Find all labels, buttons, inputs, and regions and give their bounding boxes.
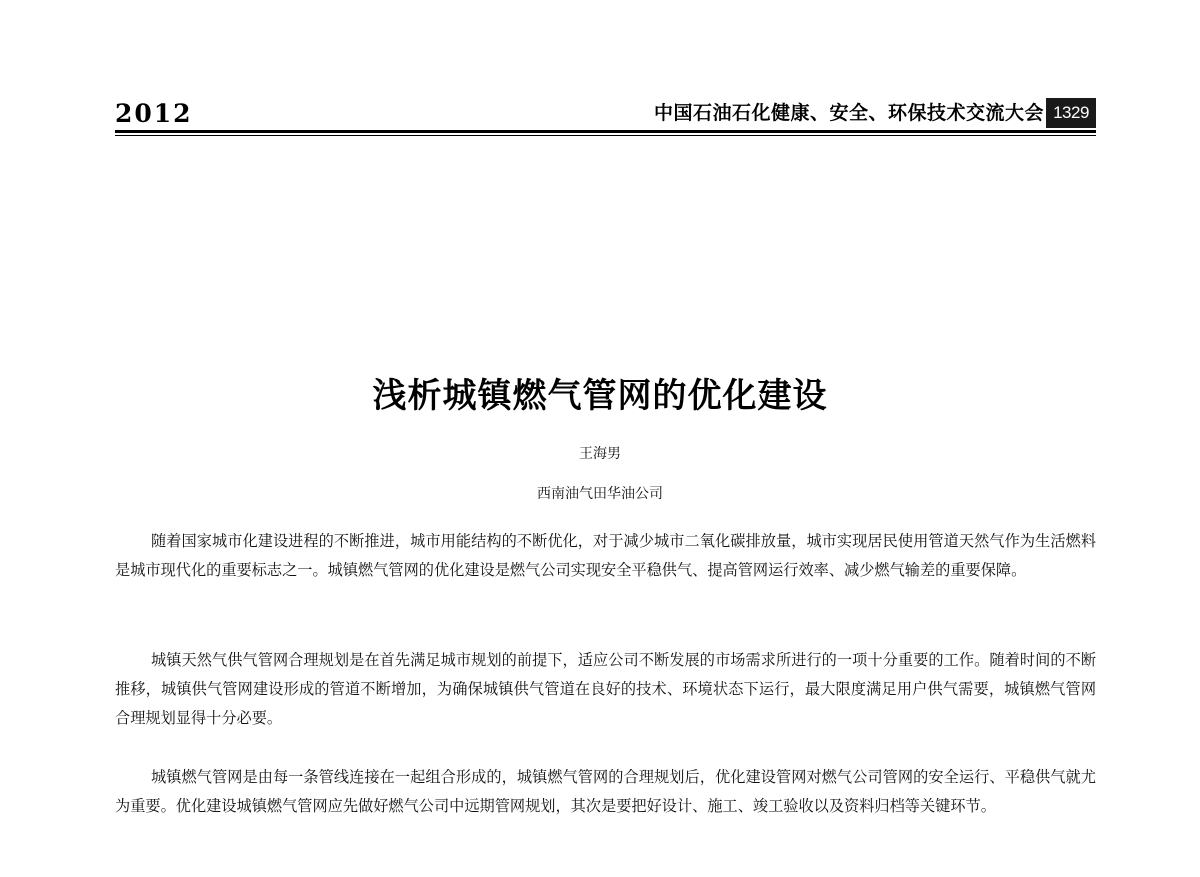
page-number: 1329 xyxy=(1046,98,1096,128)
conference-name: 中国石油石化健康、安全、环保技术交流大会 xyxy=(653,102,1044,124)
running-header xyxy=(115,96,1096,130)
author-affiliation: 西南油气田华油公司 xyxy=(537,486,663,502)
header-rule-thin xyxy=(115,135,1096,136)
author-name: 王海男 xyxy=(579,446,621,462)
article-title: 浅析城镇燃气管网的优化建设 xyxy=(372,376,828,416)
body-paragraph-3: 城镇燃气管网是由每一条管线连接在一起组合形成的，城镇燃气管网的合理规划后，优化建设管网对燃气公司管网的安全运行、平稳供气就尤为重要。优化建设城镇燃气管网应先做好燃气公司中远期管网规划，其次是要把好设计、施工、竣工验收以及资料归档等关键环节。 xyxy=(115,768,1096,815)
header-year: 2012 xyxy=(115,99,193,128)
body-paragraph-2: 城镇天然气供气管网合理规划是在首先满足城市规划的前提下，适应公司不断发展的市场需求所进行的一项十分重要的工作。随着时间的不断推移，城镇供气管网建设形成的管道不断增加，为确保城镇供气管道在良好的技术、环境状态下运行，最大限度满足用户供气需要，城镇燃气管网合理规划显得十分必要。 xyxy=(115,651,1096,727)
header-rule-thick xyxy=(115,130,1096,133)
body-paragraph-1: 随着国家城市化建设进程的不断推进，城市用能结构的不断优化，对于减少城市二氧化碳排放量，城市实现居民使用管道天然气作为生活燃料是城市现代化的重要标志之一。城镇燃气管网的优化建设是燃气公司实现安全平稳供气、提高管网运行效率、减少燃气输差的重要保障。 xyxy=(115,532,1096,579)
